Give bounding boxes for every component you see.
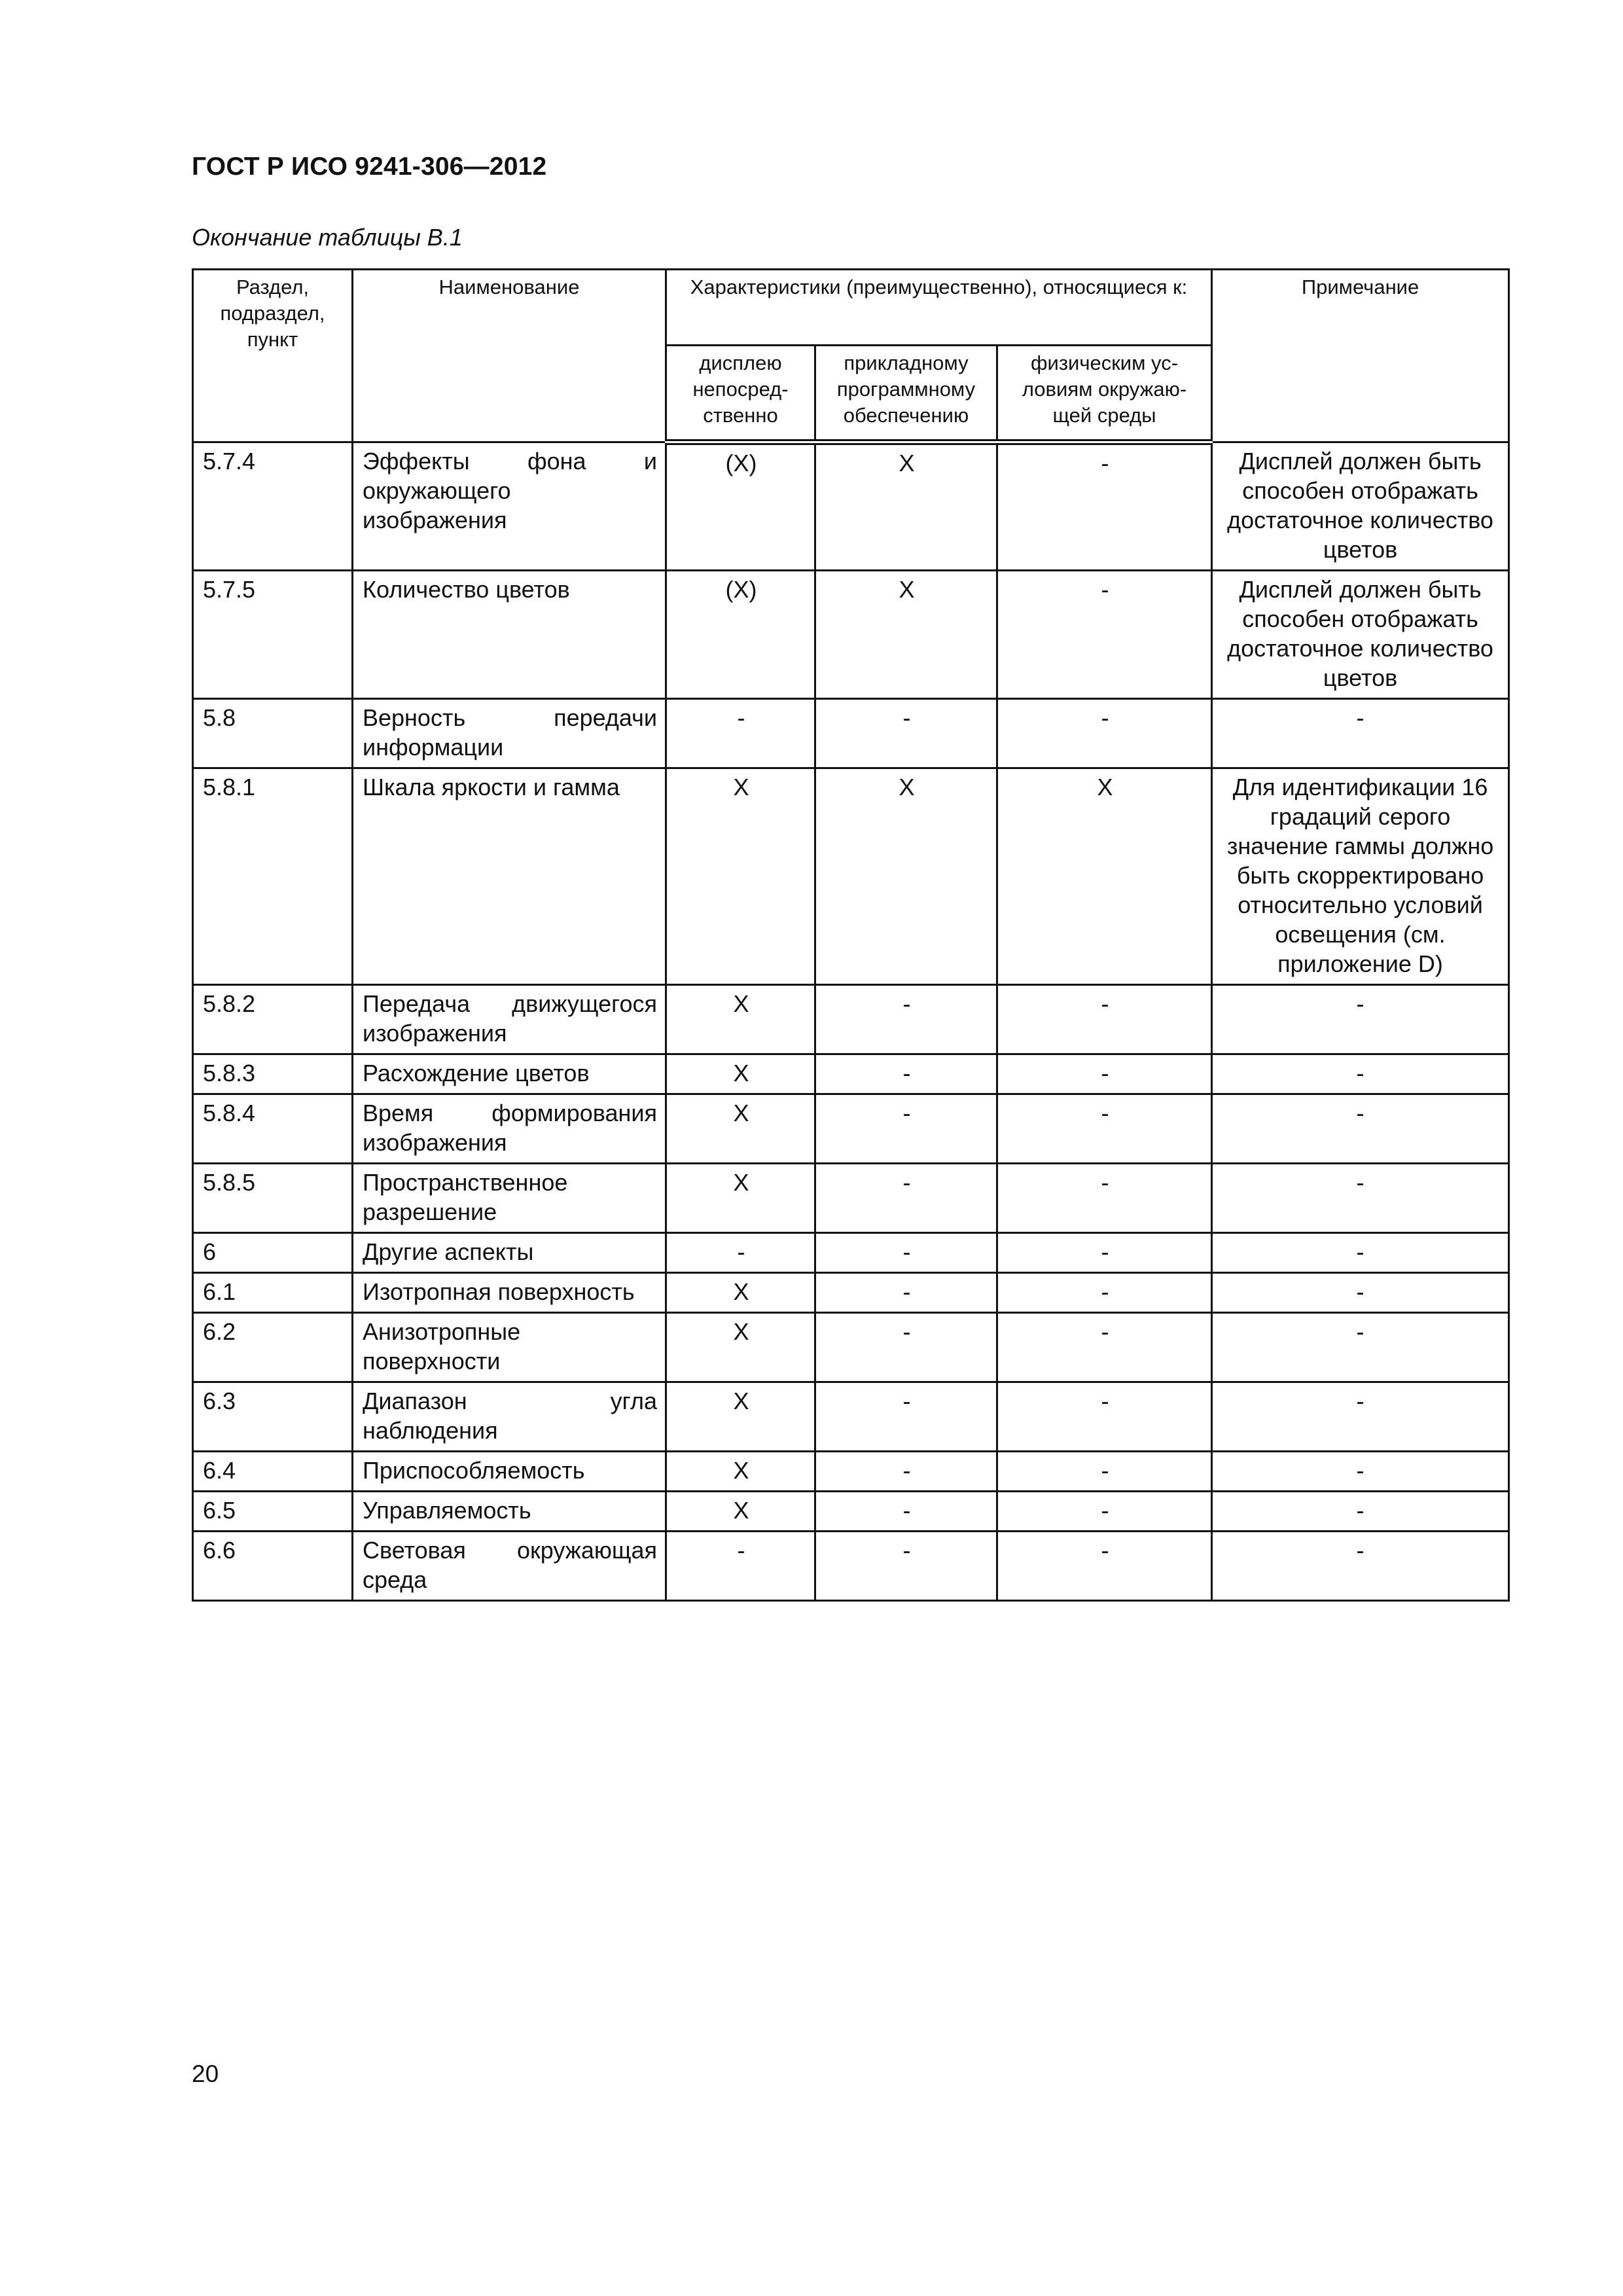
row-name: Изотропная поверхность: [353, 1273, 666, 1313]
row-name: Передача движущегося изображения: [353, 985, 666, 1054]
row-name: Эффекты фона и окружающего изображения: [353, 442, 666, 571]
row-note: -: [1212, 1313, 1509, 1382]
header-environment: физическим ус-ловиям окружаю-щей среды: [997, 346, 1212, 442]
row-display-mark: X: [666, 1054, 815, 1094]
table-body: [193, 442, 1509, 1601]
table-row: [193, 1532, 1509, 1601]
row-number: 5.7.4: [193, 442, 353, 571]
row-software-mark: X: [815, 571, 997, 699]
header-section: Раздел, подраздел, пункт: [193, 270, 353, 442]
row-note: -: [1212, 699, 1509, 768]
row-number: 5.8: [193, 699, 353, 768]
row-note: -: [1212, 1492, 1509, 1532]
row-software-mark: X: [815, 442, 997, 571]
row-note: Дисплей должен быть способен отображать достаточное количество цветов: [1212, 442, 1509, 571]
header-name: Наименование: [353, 270, 666, 442]
table-row: [193, 571, 1509, 699]
table-row: [193, 699, 1509, 768]
row-name: Диапазон угла наблюдения: [353, 1382, 666, 1452]
row-note: -: [1212, 1164, 1509, 1233]
row-environment-mark: -: [997, 1492, 1212, 1532]
table-row: [193, 1233, 1509, 1273]
row-display-mark: (X): [666, 442, 815, 571]
row-display-mark: X: [666, 768, 815, 985]
row-software-mark: -: [815, 699, 997, 768]
row-software-mark: -: [815, 1532, 997, 1601]
row-name: Анизотропные поверхности: [353, 1313, 666, 1382]
row-environment-mark: -: [997, 1382, 1212, 1452]
row-display-mark: -: [666, 1532, 815, 1601]
row-environment-mark: -: [997, 1094, 1212, 1164]
row-display-mark: X: [666, 1273, 815, 1313]
row-software-mark: -: [815, 1233, 997, 1273]
table-row: [193, 442, 1509, 571]
row-display-mark: X: [666, 1452, 815, 1492]
row-note: -: [1212, 985, 1509, 1054]
row-environment-mark: -: [997, 1273, 1212, 1313]
row-number: 5.8.1: [193, 768, 353, 985]
row-name: Время формирования изображения: [353, 1094, 666, 1164]
row-environment-mark: -: [997, 1452, 1212, 1492]
table-caption: Окончание таблицы В.1: [192, 224, 463, 251]
row-number: 5.8.3: [193, 1054, 353, 1094]
table-row: [193, 985, 1509, 1054]
row-note: -: [1212, 1233, 1509, 1273]
table-header: [193, 270, 1509, 442]
row-software-mark: -: [815, 1492, 997, 1532]
row-software-mark: -: [815, 1164, 997, 1233]
row-environment-mark: -: [997, 1313, 1212, 1382]
characteristics-table: [192, 268, 1510, 1602]
row-name: Другие аспекты: [353, 1233, 666, 1273]
row-note: Для идентификации 16 градаций серого значение гаммы должно быть скорректировано относительно условий освещения (см. приложение D): [1212, 768, 1509, 985]
row-software-mark: -: [815, 1452, 997, 1492]
row-environment-mark: -: [997, 1054, 1212, 1094]
row-display-mark: X: [666, 1164, 815, 1233]
table-row: [193, 768, 1509, 985]
row-environment-mark: -: [997, 699, 1212, 768]
page-number: 20: [192, 2060, 219, 2087]
header-note: Примечание: [1212, 270, 1509, 442]
row-name: Количество цветов: [353, 571, 666, 699]
row-number: 5.8.2: [193, 985, 353, 1054]
row-software-mark: -: [815, 1382, 997, 1452]
row-number: 6.3: [193, 1382, 353, 1452]
row-number: 5.7.5: [193, 571, 353, 699]
row-number: 6.6: [193, 1532, 353, 1601]
row-display-mark: X: [666, 1492, 815, 1532]
row-name: Управляемость: [353, 1492, 666, 1532]
row-environment-mark: -: [997, 442, 1212, 571]
row-display-mark: -: [666, 699, 815, 768]
row-software-mark: -: [815, 1273, 997, 1313]
table-row: [193, 1054, 1509, 1094]
table-row: [193, 1273, 1509, 1313]
header-display: дисплею непосред-ственно: [666, 346, 815, 442]
row-number: 6.4: [193, 1452, 353, 1492]
row-name: Верность передачи информации: [353, 699, 666, 768]
row-number: 6.2: [193, 1313, 353, 1382]
row-display-mark: X: [666, 1094, 815, 1164]
row-name: Пространственное разрешение: [353, 1164, 666, 1233]
row-number: 5.8.5: [193, 1164, 353, 1233]
row-software-mark: -: [815, 1313, 997, 1382]
row-display-mark: X: [666, 1313, 815, 1382]
row-name: Расхождение цветов: [353, 1054, 666, 1094]
header-software: прикладному программному обеспечению: [815, 346, 997, 442]
row-environment-mark: -: [997, 1532, 1212, 1601]
header-group: Характеристики (преимущественно), относящиеся к:: [666, 270, 1212, 346]
row-software-mark: X: [815, 768, 997, 985]
row-display-mark: (X): [666, 571, 815, 699]
row-software-mark: -: [815, 1094, 997, 1164]
row-note: -: [1212, 1452, 1509, 1492]
row-display-mark: -: [666, 1233, 815, 1273]
row-environment-mark: -: [997, 985, 1212, 1054]
table-row: [193, 1094, 1509, 1164]
row-number: 6.5: [193, 1492, 353, 1532]
row-environment-mark: -: [997, 1164, 1212, 1233]
table-row: [193, 1452, 1509, 1492]
table-row: [193, 1164, 1509, 1233]
row-software-mark: -: [815, 1054, 997, 1094]
row-display-mark: X: [666, 985, 815, 1054]
row-note: -: [1212, 1273, 1509, 1313]
table-row: [193, 1313, 1509, 1382]
row-note: -: [1212, 1094, 1509, 1164]
row-name: Световая окружающая среда: [353, 1532, 666, 1601]
table-row: [193, 1492, 1509, 1532]
table-row: [193, 1382, 1509, 1452]
document-title: ГОСТ Р ИСО 9241-306—2012: [192, 152, 547, 181]
row-note: Дисплей должен быть способен отображать достаточное количество цветов: [1212, 571, 1509, 699]
row-name: Шкала яркости и гамма: [353, 768, 666, 985]
row-note: -: [1212, 1532, 1509, 1601]
row-name: Приспособляемость: [353, 1452, 666, 1492]
row-software-mark: -: [815, 985, 997, 1054]
row-note: -: [1212, 1382, 1509, 1452]
row-number: 6.1: [193, 1273, 353, 1313]
row-note: -: [1212, 1054, 1509, 1094]
row-display-mark: X: [666, 1382, 815, 1452]
row-number: 6: [193, 1233, 353, 1273]
row-environment-mark: X: [997, 768, 1212, 985]
row-environment-mark: -: [997, 1233, 1212, 1273]
row-environment-mark: -: [997, 571, 1212, 699]
row-number: 5.8.4: [193, 1094, 353, 1164]
